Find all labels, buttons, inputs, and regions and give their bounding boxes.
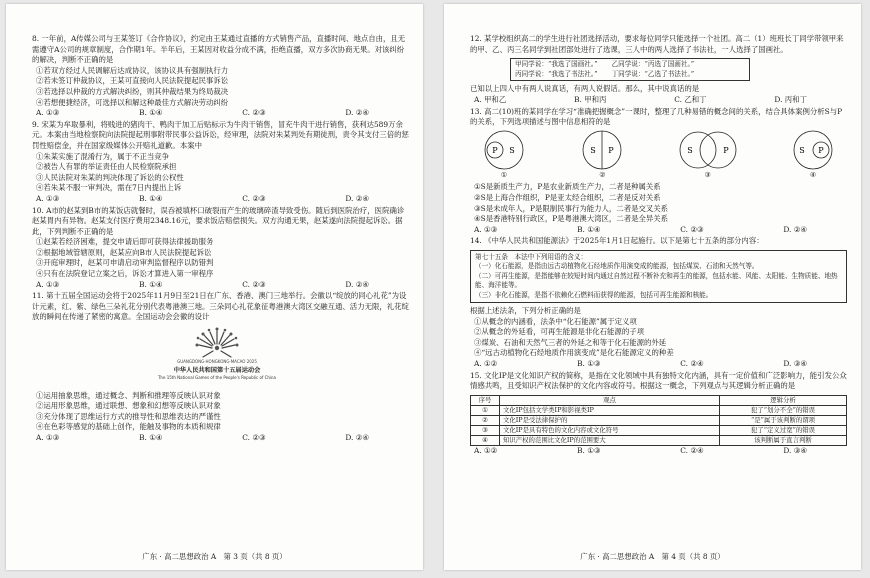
option: ①赵某若经济困难，提交申请后即可获得法律援助服务 xyxy=(36,237,214,247)
answer-a[interactable]: A. ①③ xyxy=(36,108,60,118)
emblem-flower-icon xyxy=(132,326,302,384)
answer-b[interactable]: B. ①③ xyxy=(577,358,601,368)
question-11 xyxy=(32,291,409,443)
option: ②运用形象思维，通过联想、想象和幻想等反映认识对象 xyxy=(36,401,221,411)
page-3-column xyxy=(32,34,409,445)
question-followup: 已知以上四人中有两人说真话，有两人说假话。那么，其中说真话的是 xyxy=(470,84,700,94)
question-10 xyxy=(32,206,409,291)
answer-a[interactable]: A. ①③ xyxy=(36,279,60,289)
games-emblem xyxy=(132,326,302,388)
option: ③煤炭、石油和天然气三者的外延之和等于化石能源的外延 xyxy=(474,337,667,347)
law-line: （二）可再生能源，是指能够在较短时间内通过自然过程不断补充和再生的能源，包括水能、风能、太阳能、生物质能、地热能、海洋能等。 xyxy=(475,271,838,290)
answer-d[interactable]: D. ②④ xyxy=(345,279,369,289)
venn-number: ④ xyxy=(809,170,817,179)
venn-1 xyxy=(476,130,532,181)
answer-choices xyxy=(470,95,847,106)
answer-a[interactable]: A. ①② xyxy=(474,445,498,455)
venn-label-s: S xyxy=(590,145,597,155)
option: ②若未签订仲裁协议，王某可直接向人民法院提起民事诉讼 xyxy=(36,76,229,86)
table-header: 观点 xyxy=(500,395,720,405)
page-4-column xyxy=(470,34,847,457)
question-stem: 8. 一年前，A传媒公司与王某签订《合作协议》，约定由王某通过直播的方式销售产品，直播时间、地点自由，且无需遵守A公司的规章制度，合作期1年。半年后，王某因对收益分成不满，拒绝直播，双方多次协商无果。对该纠纷的解决，判断不正确的是 xyxy=(32,34,406,65)
option: ③充分体现了思维运行方式的推导性和思维表达的严谨性 xyxy=(36,411,221,421)
question-stem: 14. 《中华人民共和国能源法》于2025年1月1日起施行。以下是第七十五条的部分内容： xyxy=(470,236,764,246)
table-header-row xyxy=(471,395,847,405)
question-15 xyxy=(470,371,847,457)
answer-a[interactable]: A. ①② xyxy=(474,358,498,368)
dialog-line: 丁同学说：“乙选了书法社。” xyxy=(611,69,695,78)
venn-label-p: P xyxy=(818,145,824,155)
question-9 xyxy=(32,120,409,205)
table-cell: ③ xyxy=(471,425,500,435)
table-row xyxy=(471,415,847,425)
option: ④在色彩等感觉的基础上创作，能触及事物的本质和规律 xyxy=(36,422,221,432)
venn-diagrams xyxy=(476,130,841,181)
law-line: 第七十五条 本法中下列用语的含义： xyxy=(475,252,588,261)
table-row xyxy=(471,435,847,445)
option: ②S是上海合作组织，P是亚太经合组织，二者是反对关系 xyxy=(474,192,661,202)
table-cell: 犯了“划分不全”的错误 xyxy=(720,405,847,415)
option: ③人民法院对朱某的判决体现了诉讼的公权性 xyxy=(36,172,184,182)
table-header: 逻辑分析 xyxy=(720,395,847,405)
answer-d[interactable]: D. ③④ xyxy=(783,445,807,455)
dialog-line: 丙同学说：“我选了书法社。” xyxy=(515,69,598,78)
option: ④S是香港特别行政区，P是粤港澳大湾区，二者是全异关系 xyxy=(474,214,669,224)
answer-choices xyxy=(32,280,409,291)
venn-diagram-icon xyxy=(785,130,841,170)
page-footer: 广东 · 高二思想政治 A 第 4 页（共 8 页） xyxy=(580,552,725,561)
question-stem: 15. 文化IP是文化知识产权的简称，是指在文化领域中具有独特文化内涵，具有一定价值和广泛影响力，能引发公众情感共鸣，且受知识产权法保护的文化内容或符号。根据这一概念，下列观点与其逻辑分析正确的是 xyxy=(470,370,847,391)
venn-diagram-icon xyxy=(574,130,630,170)
dialog-box xyxy=(510,58,750,81)
table-row xyxy=(471,425,847,435)
answer-choices xyxy=(32,433,409,444)
venn-diagram-icon xyxy=(476,130,532,170)
option: ④“远古动植物化石经地质作用演变成”是化石能源定义的种差 xyxy=(474,348,674,358)
page-4 xyxy=(444,4,861,570)
question-followup: 根据上述法条，下列分析正确的是 xyxy=(470,305,581,315)
question-stem: 13. 高二(10)班的某同学在学习“准确把握概念”一课时，整理了几种易错的概念间的关系，结合具体案例分析S与P的关系，下列选项描述与图中信息相符的是 xyxy=(470,106,843,127)
option: ②从概念的外延看，可再生能源是非化石能源的子项 xyxy=(474,327,644,337)
answer-b[interactable]: B. ①④ xyxy=(139,433,163,442)
venn-number: ③ xyxy=(704,170,711,179)
answer-c[interactable]: C. ②③ xyxy=(242,108,266,118)
table-cell: 文化IP包括文学类IP和影视类IP xyxy=(500,405,720,415)
answer-d[interactable]: D. ②④ xyxy=(345,108,369,118)
answer-choices xyxy=(470,225,847,236)
venn-number: ① xyxy=(500,170,508,179)
option: ③开庭审理时，赵某可申请启动审判监督程序以防错判 xyxy=(36,258,214,268)
answer-b[interactable]: B. ①④ xyxy=(139,193,163,203)
answer-choices xyxy=(32,108,409,119)
answer-choices xyxy=(32,194,409,205)
answer-c[interactable]: C. ②④ xyxy=(680,445,704,455)
question-stem: 10. A市的赵某到B市的某饭店就餐时，误吞被填杯口破裂而产生的玻璃碎渣导致受伤。随后到医院治疗，医院确诊赵某胃内有异物。赵某支付医疗费用2348.16元，要求饭店赔偿损失。双方沟通无果，赵某遂向法院提起诉讼。据此，下列判断不正确的是 xyxy=(32,205,405,236)
option: ③S是未成年人，P是限制民事行为能力人，二者是交叉关系 xyxy=(474,203,669,213)
venn-4 xyxy=(785,130,841,181)
table-cell: ④ xyxy=(471,435,500,445)
option: ②被告人有罪的举证责任由人民检察院承担 xyxy=(36,162,177,172)
law-excerpt-box xyxy=(470,250,847,303)
table-cell: 该判断属于直言判断 xyxy=(720,435,847,445)
answer-c[interactable]: C. ②③ xyxy=(242,193,266,203)
table-cell: 犯了“定义过宽”的错误 xyxy=(720,425,847,435)
answer-b[interactable]: B. ①④ xyxy=(139,279,163,289)
table-cell: “是”属于该判断的谓项 xyxy=(720,415,847,425)
option: ③若选择以仲裁的方式解决纠纷，则其仲裁结果为终局裁决 xyxy=(36,86,229,96)
option: ①从概念的内涵看，法条中“化石能源”属于定义项 xyxy=(474,316,637,326)
option: ②根据地域管辖原则，赵某应向B市人民法院提起诉讼 xyxy=(36,247,212,257)
venn-label-p: P xyxy=(492,145,498,155)
analysis-table xyxy=(470,395,847,446)
question-stem: 12. 某学校组织高二的学生进行社团选择活动，要求每位同学只能选择一个社团。高二（1）班班长丁同学带领甲来的甲、乙、丙三名同学到社团部处进行了选课，三人中的两人选择了书法社，一人选择了国画社。 xyxy=(470,34,844,54)
answer-a[interactable]: A. 甲和乙 xyxy=(474,94,507,104)
emblem-caption-en: The 15th National Games of the People's Republic of China xyxy=(157,375,277,381)
table-cell: 知识产权的范围比文化IP的范围要大 xyxy=(500,435,720,445)
dialog-line: 乙同学说：“丙选了国画社。” xyxy=(611,60,695,69)
dialog-row xyxy=(515,70,745,80)
answer-b[interactable]: B. ①④ xyxy=(139,108,163,118)
question-stem: 11. 第十五届全国运动会将于2025年11月9日至21日在广东、香港、澳门三地举行。会徽以“绽放的同心礼花”为设计元素，红、紫、绿色三朵礼花分别代表粤港澳三地。三朵同心礼花象征粤港澳大湾区交融互通、活力无限，礼花绽放的瞬间在传递了紧密的寓意。全国运动会会徽的设计 xyxy=(32,291,409,322)
answer-b[interactable]: B. 甲和丙 xyxy=(574,94,607,104)
law-line: （一）化石能源，是指由远古动植物化石经地质作用演变成的能源，包括煤炭、石油和天然气等。 xyxy=(475,262,759,271)
answer-a[interactable]: A. ①③ xyxy=(36,433,60,442)
table-cell: 文化IP是受法律保护的 xyxy=(500,415,720,425)
page-footer: 广东 · 高二思想政治 A 第 3 页（共 8 页） xyxy=(142,552,287,561)
answer-choices xyxy=(470,359,847,370)
option: ④若朱某不服一审判决，需在7日内提出上诉 xyxy=(36,183,182,193)
answer-d[interactable]: D. ②④ xyxy=(345,193,369,203)
option: ①S是新质生产力，P是农业新质生产力，二者是种属关系 xyxy=(474,182,661,192)
page-3 xyxy=(6,4,423,570)
table-header: 序号 xyxy=(471,395,500,405)
question-14 xyxy=(470,236,847,369)
answer-choices xyxy=(470,446,847,457)
answer-c[interactable]: C. ②③ xyxy=(680,224,704,234)
answer-d[interactable]: D. ②④ xyxy=(345,433,369,442)
dialog-row xyxy=(515,60,745,70)
venn-label-s: S xyxy=(509,145,515,155)
table-row xyxy=(471,405,847,415)
answer-a[interactable]: A. ①③ xyxy=(474,224,498,234)
question-13 xyxy=(470,107,847,236)
law-line: （三）非化石能源，是指不依赖化石燃料而获得的能源，包括可再生能源和核能。 xyxy=(475,290,713,299)
venn-label-s: S xyxy=(799,145,805,155)
venn-label-s: S xyxy=(686,145,693,155)
question-12 xyxy=(470,34,847,106)
answer-d[interactable]: D. ②④ xyxy=(783,224,807,234)
answer-d[interactable]: D. 丙和丁 xyxy=(774,94,807,104)
option: ①若双方经过人民调解后达成协议，该协议具有强制执行力 xyxy=(36,65,229,75)
answer-a[interactable]: A. ①③ xyxy=(36,193,60,203)
emblem-small-text: GUANGDONG·HONGKONG·MACAO 2025 xyxy=(177,359,257,365)
option: ④只有在法院登记立案之后，诉讼才算进入第一审程序 xyxy=(36,269,214,279)
table-cell: 文化IP是具有特色的文化内容或文化符号 xyxy=(500,425,720,435)
venn-diagram-icon xyxy=(673,130,743,170)
answer-b[interactable]: B. ①④ xyxy=(577,224,601,234)
answer-c[interactable]: C. 乙和丁 xyxy=(674,94,707,104)
answer-c[interactable]: C. ②③ xyxy=(242,279,266,289)
table-cell: ① xyxy=(471,405,500,415)
option: ①运用抽象思维，通过概念、判断和推理等反映认识对象 xyxy=(36,390,221,400)
venn-number: ② xyxy=(599,170,606,179)
venn-2 xyxy=(574,130,630,181)
venn-3 xyxy=(673,130,743,181)
venn-label-p: P xyxy=(608,145,615,155)
answer-c[interactable]: C. ②④ xyxy=(680,358,704,368)
table-cell: ② xyxy=(471,415,500,425)
option: ④若想便捷经济，可选择以和解这种最佳方式解决劳动纠纷 xyxy=(36,97,229,107)
question-stem: 9. 宋某为牟取暴利，将贱进的猪肉干、鸭肉干加工后贴标示为牛肉干销售，冒充牛肉干进行销售，获利达589万余元。本案由当地检察院向法院提起刑事附带民事公益诉讼，经审理，法院对朱某判处有期徒刑，责令其支付三倍的惩罚性赔偿金，并在国家级媒体公开赔礼道歉。本案中 xyxy=(32,119,409,150)
answer-d[interactable]: D. ③④ xyxy=(783,358,807,368)
question-8 xyxy=(32,34,409,119)
dialog-line: 甲同学说：“我选了国画社。” xyxy=(515,60,598,69)
option: ①朱某实施了混淆行为，属于不正当竞争 xyxy=(36,151,170,161)
venn-label-p: P xyxy=(722,145,729,155)
emblem-caption: 中华人民共和国第十五届运动会 xyxy=(173,367,261,375)
answer-c[interactable]: C. ②③ xyxy=(242,433,266,442)
answer-b[interactable]: B. ①③ xyxy=(577,445,601,455)
